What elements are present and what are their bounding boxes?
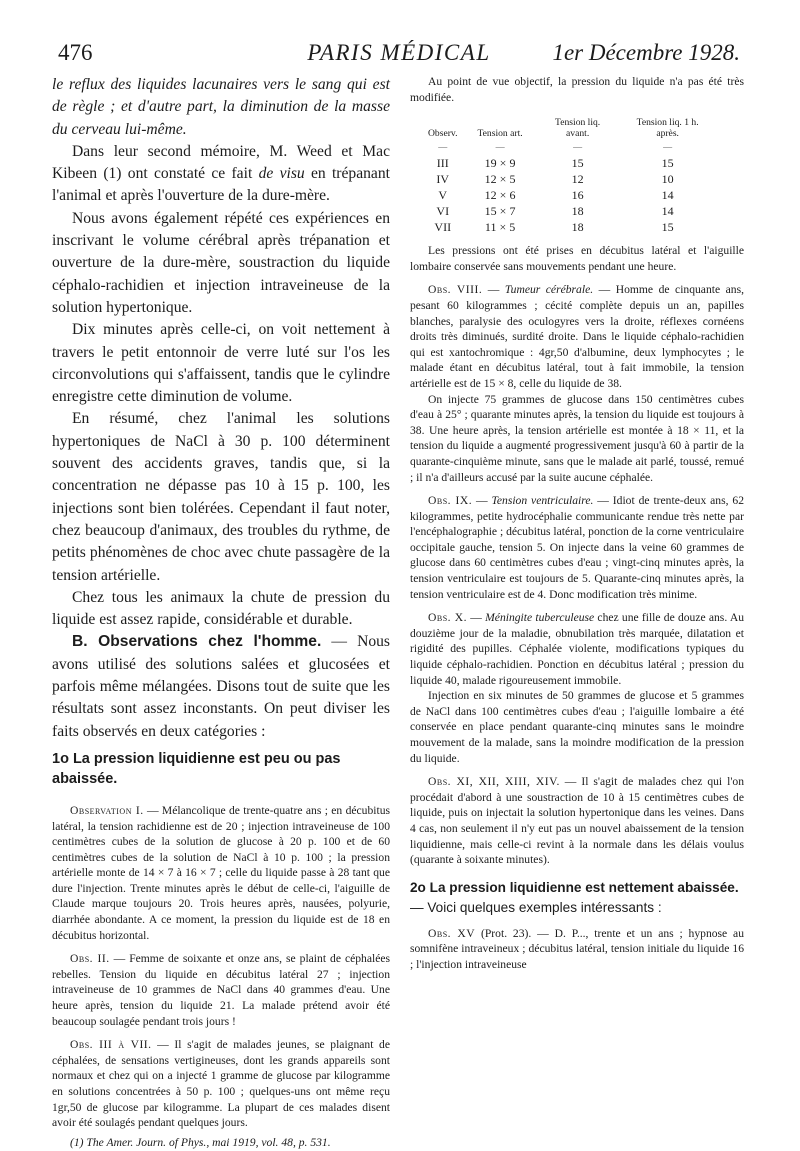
observation-2: Obs. II. — Femme de soixante et onze ans, se plaint de céphalées rebelles. Tension du liquide en décubitus latéral 27 ; injection intraveineuse de 10 grammes de NaCl dans 40 grammes d'eau. Une heure après, tension du liquide 21. La malade prétend avoir été beaucoup soulagée pendant trois jours ! — [52, 952, 390, 1028]
table-row: III 19 × 9 15 15 — [436, 156, 674, 171]
observation-1: Observation I. — Mélancolique de trente-quatre ans ; en décubitus latéral, la tension rachidienne est de 20 ; injection intraveineuse de 100 centimètres cubes de la solution de glucose à 20 p. 100 et de 60 centimètres cubes de la solution de NaCl à 10 p. 100 ; la pression artérielle monte de 14 × 7 à 16 × 7 ; celle du liquide passe à 28 tant que dure l'injection. Trente minutes après le début de celle-ci, l'aiguille de Claude marque toujours 20. Trois heures après, nausées, polyurie, diarrhée abondante. A ce moment, la pression du liquide est de 18 en décubitus horizontal. — [52, 803, 391, 942]
journal-title: PARIS MÉDICAL — [307, 40, 491, 65]
observation-10: Obs. X. — Méningite tuberculeuse chez une fille de douze ans. Au douzième jour de la maladie, obnubilation très marquée, dilatation et rigidité des pupilles. Céphalée violente, modifications typiques du liquide céphalo-rachidien. Ponction en décubitus latéral ; pression du liquide 40, malade rigoureusement immobile. — [410, 611, 744, 687]
running-header — [58, 40, 740, 74]
paragraph-dix-minutes: Dix minutes après celle-ci, on voit nettement à travers le petit entonnoir de verre luté sur l'os les circonvolutions qui s'affaissent, tandis que le cylindre enregistre cette diminution de volume. — [52, 321, 390, 406]
paragraph-weed: Dans leur second mémoire, M. Weed et Mac Kibeen (1) ont constaté ce fait de visu en trépanant l'animal et après l'ouverture de la dure-mère. — [52, 142, 390, 205]
table-header-tension-avant: Tension liq. avant. — [555, 117, 601, 140]
paragraph-reflux: le reflux des liquides lacunaires vers le sang qui est de règle ; et d'autre part, la diminution de la masse du cerveau lui-même. — [52, 76, 390, 138]
subheading-pas-abaissee: 1o La pression liquidienne est peu ou pas abaissée. — [52, 750, 341, 787]
left-column — [52, 74, 390, 1151]
table-row: VI 15 × 7 18 14 — [436, 204, 674, 219]
page-number: 476 — [58, 40, 93, 65]
observation-11-14: Obs. XI, XII, XIII, XIV. — Il s'agit de malades chez qui l'on procédait d'abord à une soustraction de 10 à 15 centimètres cubes de liquide, puis on injectait la solution hypertonique dans les veines. Dans 4 cas, non seulement il n'y eut pas un nouvel abaissement de la tension liquidienne, mais celle-ci revint à la normale dans les délais voulus (quarante à soixante minutes). — [410, 775, 745, 867]
table-row: IV 12 × 5 12 10 — [436, 172, 674, 187]
observation-9: Obs. IX. — Tension ventriculaire. — Idiot de trente-deux ans, 62 kilogrammes, petite hydrocéphalie communicante rendue très nette par l'encéphalographie ; décubitus latéral, ponction de la corne ventriculaire occipitale gauche, tension 5. On injecte dans la veine 60 grammes de glucose dans 60 centimètres cubes d'eau ; vingt-cinq minutes après, la tension ventriculaire est toujours de 5. Quarante-cinq minutes après, la tension ventriculaire est de 4. Donc modification très minime. — [410, 494, 744, 601]
table-header-tension-apres: Tension liq. 1 h. après. — [636, 117, 699, 140]
right-column — [410, 74, 744, 973]
observation-10-continued: Injection en six minutes de 50 grammes de glucose et 5 grammes de NaCl dans 100 centimètres cubes d'eau ; l'aiguille lombaire a été conservée en place pendant quarante-cinq minutes sans le moindre mouvement de la malade, sans la moindre modification de la pression du liquide. — [410, 689, 744, 765]
paragraph-chute: Chez tous les animaux la chute de pression du liquide est assez rapide, considérable et durable. — [52, 588, 390, 629]
table-header-row — [418, 117, 713, 139]
pressure-table — [418, 117, 713, 235]
observation-15: Obs. XV (Prot. 23). — D. P..., trente et un ans ; hypnose au somnifène intraveineux ; décubitus latéral, tension initiale du liquide 16 ; l'injection intraveineuse — [410, 926, 744, 971]
table-header-tension-art: Tension art. — [477, 128, 523, 140]
issue-date: 1er Décembre 1928. — [552, 40, 740, 65]
subheading-nettement-abaissee: 2o La pression liquidienne est nettement abaissée. — Voici quelques exemples intéressants : — [410, 879, 739, 915]
table-row: V 12 × 6 16 14 — [438, 188, 674, 203]
observation-8: Obs. VIII. — Tumeur cérébrale. — Homme de cinquante ans, pesant 60 kilogrammes ; cécité complète depuis un an, papilles blanches, paralysie des oculogyres vers la droite, réflexes cornéens droits très diminués, surdité droite. Dans le liquide céphalo-rachidien qui est xantochromique : 4gr,50 d'albumine, deux lymphocytes ; le malade étant en décubitus latéral, tout à fait immobile, la tension artérielle est de 15 × 8, celle du liquide de 38. — [410, 283, 744, 390]
paragraph-pressions-prises: Les pressions ont été prises en décubitus latéral et l'aiguille lombaire conservée sans mouvements pendant une heure. — [410, 244, 744, 273]
paragraph-resume: En résumé, chez l'animal les solutions hypertoniques de NaCl à 30 p. 100 déterminent souvent des accidents graves, tandis que, si la concentration ne dépasse pas 10 à 15 p. 100, les injections sont bien tolérées. Cependant il faut noter, chez beaucoup d'animaux, des troubles du rythme, de petits phénomènes de choc avec chute passagère de la tension artérielle. — [52, 410, 390, 584]
paragraph-objectif: Au point de vue objectif, la pression du liquide n'a pas été très modifiée. — [410, 75, 744, 104]
paragraph-observations-homme: B. Observations chez l'homme. — Nous avons utilisé des solutions salées et glucosées et parfois même mélangées. Disons tout de suite que les résultats sont assez inconstants. On peut diviser les faits observés en deux catégories : — [52, 633, 390, 740]
footnote: (1) The Amer. Journ. of Phys., mai 1919, vol. 48, p. 531. — [70, 1135, 331, 1149]
table-header-observ: Observ. — [428, 128, 458, 140]
paragraph-experiences: Nous avons également répété ces expériences en inscrivant le volume cérébral après trépanation et ouverture de la dure-mère, soustraction du liquide céphalo-rachidien et injection intraveineuse de la solution hypertonique. — [52, 209, 390, 316]
observation-3-7: Obs. III à VII. — Il s'agit de malades jeunes, se plaignant de céphalées, de sensations vertigineuses, dont les grands appareils sont normaux et chez qui on a injecté 1 gramme de glucose par kilogramme en solutions concentrées à 50 p. 100 ; quelques-uns ont même reçu 1gr,50 de glucose par kilogramme. La plupart de ces malades disent avoir été soulagés pendant quelques jours. — [52, 1038, 390, 1130]
table-row: VII 11 × 5 18 15 — [434, 220, 674, 235]
table-dash-row: — — — — — [438, 142, 673, 153]
observation-8-continued: On injecte 75 grammes de glucose dans 150 centimètres cubes d'eau à 25° ; quarante minutes après, la tension du liquide est toujours à 38. Une heure après, la tension artérielle est montée à 18 × 11, et la tension du liquide a augmenté progressivement jusqu'à 60 à partir de la quarante-cinquième minute, sans que le malade ait parlé, toussé, remué ; il n'a d'ailleurs accusé par la suite aucune céphalée. — [410, 392, 744, 484]
